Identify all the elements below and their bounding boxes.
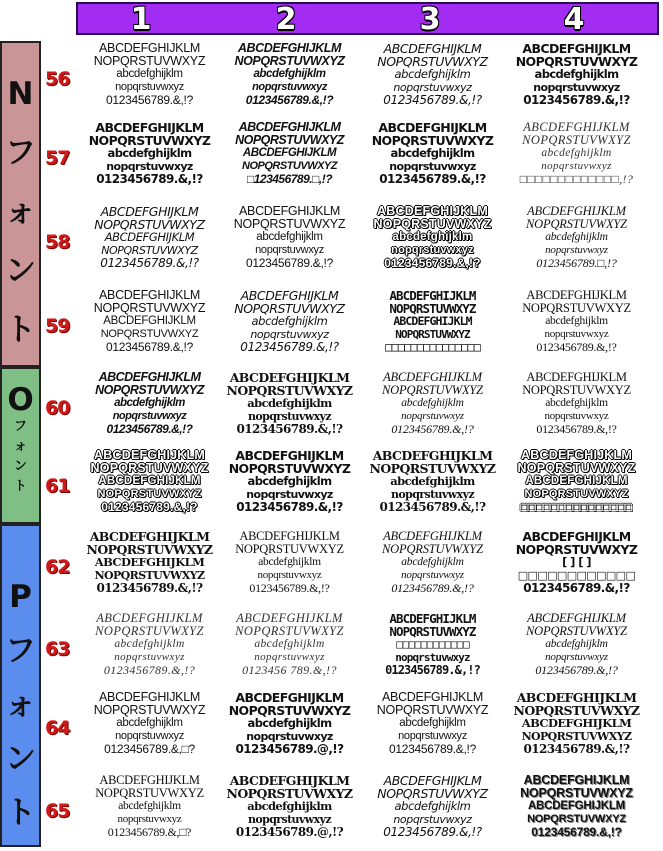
sample-line: nopqrstuvwxyz (390, 488, 475, 501)
sample-line: NOPQRSTUVWXYZ (233, 217, 346, 231)
sample-line: nopqrstuvwxyz (545, 244, 608, 256)
sample-line: 0123456789.&,!? (535, 663, 618, 677)
sample-line: NOPQRSTUVWXYZ (228, 461, 351, 476)
sample-line: NOPQRSTUVWXYZ (94, 217, 205, 232)
sample-line: abcdefghijklm (545, 315, 608, 327)
font-sample-60-2 (219, 371, 360, 436)
sample-line: NOPQRSTUVWXYZ (235, 624, 344, 638)
sample-line: 0123456789.@,!? (235, 742, 344, 756)
sample-line: 0123456789.&,!? (391, 422, 474, 436)
font-sample-56-3 (362, 42, 503, 107)
sample-line: ABCDEFGHIJKLM (526, 289, 627, 302)
sample-line: nopqrstuvwxyz (545, 651, 608, 663)
font-sample-61-4 (506, 449, 647, 514)
sample-line: abcdefghijklm (390, 146, 475, 160)
sample-line: abcdefghijklm (114, 638, 185, 650)
sample-line: NOPQRSTUVWXYZ (517, 461, 636, 475)
sample-line: □□□□□□□□□□□□□□□ (520, 500, 633, 514)
sample-line: abcdefghijklm (116, 717, 183, 729)
sample-line: ABCDEFGHIJKLM (236, 612, 343, 625)
sample-line: ABCDEFGHIJKLM (377, 205, 488, 218)
row-number: 65 (45, 800, 70, 822)
column-number-1: 1 (130, 2, 152, 37)
font-sample-58-1 (79, 205, 220, 270)
group-kana: ォ (5, 194, 36, 230)
group-kana: ォ (5, 687, 36, 723)
sample-line: 0123456789.&,!? (236, 500, 343, 514)
sample-line: ABCDEFGHIJKLM (98, 475, 201, 487)
sample-line: ABCDEFGHIJKLM (527, 612, 626, 625)
sample-line: abcdefghijklm (401, 556, 464, 568)
sample-line: abcdefghijklm (114, 397, 185, 409)
sample-line: 0123456789.&,!? (249, 581, 330, 595)
sample-line: abcdefghijklm (251, 314, 328, 328)
sample-line: nopqrstuvwxyz (401, 569, 464, 581)
sample-line: ABCDEFGHIJKLM (383, 774, 482, 788)
font-sample-61-1 (79, 449, 220, 514)
sample-line: NOPQRSTUVWXYZ (100, 328, 199, 340)
sample-line: NOPQRSTUVWXYZ (234, 301, 345, 316)
font-sample-57-1 (79, 121, 220, 186)
group-kana: ト (5, 312, 36, 348)
font-sample-64-3 (362, 691, 503, 756)
sample-line: NOPQRSTUVWXYZ (93, 54, 206, 68)
sample-line: 0123456789.&,!? (240, 340, 339, 354)
sample-line: NOPQRSTUVWXYZ (93, 703, 206, 717)
font-sample-64-1 (79, 691, 220, 756)
sample-line: NOPQRSTUVWXYZ (93, 301, 206, 315)
sample-line: ABCDEFGHIJKLM (521, 716, 632, 730)
sample-line: abcdefghijklm (256, 231, 323, 243)
font-sample-63-1 (79, 612, 220, 677)
sample-line: ABCDEFGHIJKLM (237, 42, 342, 55)
sample-line: 0123456789.&,!? (101, 500, 198, 514)
column-header-bar (76, 2, 659, 35)
sample-line: nopqrstuvwxyz (117, 813, 182, 825)
sample-line: NOPQRSTUVWXYZ (97, 488, 202, 500)
sample-line: nopqrstuvwxyz (247, 813, 332, 826)
sample-line: NOPQRSTUVWXYZ (382, 383, 483, 397)
sample-line: ABCDEFGHIJKLM (389, 612, 476, 626)
sample-line: 0123456789.&,!? (245, 93, 334, 107)
font-sample-59-2 (219, 289, 360, 354)
sample-line: 0123456789.&,!? (379, 172, 486, 186)
sample-line: abcdefghijklm (247, 799, 332, 813)
sample-line: □□□□□□□□□□□□□,!? (519, 172, 634, 186)
sample-line: NOPQRSTUVWXYZ (382, 542, 483, 556)
sample-line: NOPQRSTUVWXYZ (226, 786, 353, 801)
sample-line: 0123456789.&,!? (384, 256, 481, 270)
group-label-o-font (0, 367, 41, 524)
column-number-3: 3 (419, 2, 441, 37)
sample-line: NOPQRSTUVWXYZ (235, 133, 344, 147)
sample-line: 0123456789.&,!? (96, 172, 203, 186)
sample-line: NOPQRSTUVWXYZ (95, 624, 204, 638)
sample-line: ABCDEFGHIJKLM (383, 42, 482, 56)
sample-line: ABCDEFGHIJKLM (382, 691, 483, 704)
sample-line: ABCDEFGHIJKLM (378, 121, 487, 135)
font-sample-56-4 (506, 42, 647, 107)
group-letter: O (7, 382, 34, 418)
sample-line: NOPQRSTUVWXYZ (86, 542, 213, 557)
sample-line: ABCDEFGHIJKLM (238, 121, 341, 134)
sample-line: ABCDEFGHIJKLM (525, 475, 628, 487)
sample-line: 0123456789.&,!? (106, 422, 193, 436)
row-number: 64 (45, 717, 70, 739)
row-number: 61 (45, 475, 70, 497)
row-number: 59 (45, 315, 70, 337)
sample-line: abcdefghijklm (390, 474, 475, 488)
row-number: 56 (45, 68, 70, 90)
font-sample-65-2 (219, 774, 360, 839)
sample-line: 0123456789.&,!? (246, 256, 333, 270)
sample-line: NOPQRSTUVWXYZ (524, 488, 629, 500)
sample-line: NOPQRSTUVWXYZ (90, 461, 209, 475)
sample-line: nopqrstuvwxyz (398, 730, 467, 742)
sample-line: □□□□□□□□□□□□□□□ (385, 340, 480, 354)
sample-line: NOPQRSTUVWXYZ (520, 786, 633, 800)
font-sample-59-3 (362, 289, 503, 354)
sample-line: ABCDEFGHIJKLM (242, 147, 337, 159)
sample-line: ABCDEFGHIJKLM (522, 530, 631, 544)
sample-line: nopqrstuvwxyz (541, 160, 612, 172)
sample-line: nopqrstuvwxyz (114, 651, 185, 663)
sample-line: nopqrstuvwxyz (255, 244, 324, 256)
sample-line: ABCDEFGHIJKLM (99, 42, 200, 55)
sample-line: 0123456 789.&,!? (242, 663, 337, 677)
sample-line: abcdefghijklm (247, 474, 332, 488)
font-sample-60-1 (79, 371, 220, 436)
font-sample-64-2 (219, 691, 360, 756)
sample-line: 0123456789.&,!? (523, 742, 630, 756)
sample-line: nopqrstuvwxyz (252, 81, 327, 93)
sample-line: abcdefghijklm (394, 799, 471, 813)
sample-line: ABCDEFGHIJKLM (99, 691, 200, 704)
sample-line: NOPQRSTUVWXYZ (95, 786, 204, 800)
sample-line: abcdefghijklm (254, 638, 325, 650)
row-number: 58 (45, 231, 70, 253)
sample-line: NOPQRSTUVWXYZ (527, 813, 626, 825)
sample-line: ABCDEFGHIJKLM (235, 691, 344, 705)
sample-line: ABCDEFGHIJKLM (235, 449, 344, 463)
font-sample-61-2 (219, 449, 360, 514)
sample-line: NOPQRSTUVWXYZ (94, 569, 205, 582)
sample-line: NOPQRSTUVWXYZ (522, 133, 631, 147)
sample-line: NOPQRSTUVWXYZ (373, 217, 492, 231)
sample-line: NOPQRSTUVWXYZ (389, 301, 476, 316)
sample-line: NOPQRSTUVWXYZ (101, 244, 198, 257)
sample-line: ABCDEFGHIJKLM (523, 774, 630, 787)
sample-line: NOPQRSTUVWXYZ (242, 160, 337, 172)
sample-line: 0123456789.&,!? (385, 663, 480, 677)
sample-line: 0123456789.&,!? (536, 422, 617, 436)
sample-line: NOPQRSTUVWXYZ (522, 301, 631, 315)
sample-line: NOPQRSTUVWXYZ (226, 383, 353, 398)
sample-line: NOPQRSTUVWXYZ (377, 54, 488, 69)
sample-line: nopqrstuvwxyz (391, 244, 474, 256)
group-kana: ト (13, 479, 27, 494)
sample-line: NOPQRSTUVWXYZ (235, 542, 344, 556)
sample-line: nopqrstuvwxyz (533, 81, 620, 94)
sample-line: abcdefghijklm (545, 231, 608, 243)
sample-line: abcdefghijklm (107, 146, 192, 160)
sample-line: NOPQRSTUVWXYZ (522, 383, 631, 397)
sample-line: ABCDEFGHIJKLM (104, 230, 195, 244)
sample-line: ABCDEFGHIJKLM (100, 205, 199, 219)
sample-line: abcdefghijklm (541, 147, 612, 159)
sample-line: □123456789.□,!? (246, 172, 333, 186)
sample-line: NOPQRSTUVWXYZ (521, 730, 632, 743)
sample-line: NOPQRSTUVWXYZ (513, 703, 640, 718)
sample-line: nopqrstuvwxyz (257, 569, 322, 581)
group-kana: ン (5, 253, 36, 289)
font-sample-65-3 (362, 774, 503, 839)
font-sample-58-4 (506, 205, 647, 270)
font-sample-58-2 (219, 205, 360, 270)
font-sample-57-4 (506, 121, 647, 186)
sample-line: NOPQRSTUVWXYZ (377, 786, 488, 801)
sample-line: 0123456789.□,!? (536, 256, 617, 270)
sample-line: ABCDEFGHIJKLM (383, 371, 482, 384)
font-sample-58-3 (362, 205, 503, 270)
sample-line: 0123456789.&,!? (523, 581, 630, 595)
font-sample-65-4 (506, 774, 647, 839)
group-letter: P (9, 579, 32, 615)
sample-line: ABCDEFGHIJKLM (516, 691, 637, 705)
group-kana: ン (13, 459, 27, 474)
sample-line: NOPQRSTUVWXYZ (515, 54, 638, 69)
sample-line: nopqrstuvwxyz (246, 730, 333, 743)
sample-line: [ ] [ ] (562, 555, 591, 569)
font-sample-62-4 (506, 530, 647, 595)
sample-line: abcdefghijklm (247, 716, 332, 730)
group-kana: フ (5, 633, 36, 669)
sample-line: NOPQRSTUVWXYZ (395, 328, 470, 341)
sample-line: abcdefghijklm (534, 67, 619, 81)
sample-line: nopqrstuvwxyz (106, 160, 193, 173)
row-number: 62 (45, 556, 70, 578)
sample-line: abcdefghijklm (118, 800, 181, 812)
sample-line: nopqrstuvwxyz (247, 410, 332, 423)
font-sample-56-1 (79, 42, 220, 107)
sample-line: □□□□□□□□□□□□ (396, 637, 469, 651)
sample-line: 0123456789.&,!? (536, 340, 617, 354)
sample-line: NOPQRSTUVWXYZ (95, 383, 204, 397)
sample-line: abcdefghijklm (116, 68, 183, 80)
sample-line: ABCDEFGHIJKLM (383, 530, 482, 543)
sample-line: ABCDEFGHIJKLM (372, 449, 493, 463)
sample-line: 0123456789.&,!? (523, 93, 630, 107)
sample-line: ABCDEFGHIJKLM (89, 530, 210, 544)
font-sample-60-4 (506, 371, 647, 436)
font-sample-63-2 (219, 612, 360, 677)
row-number: 57 (45, 147, 70, 169)
sample-line: nopqrstuvwxyz (254, 651, 325, 663)
sample-line: nopqrstuvwxyz (250, 328, 329, 341)
sample-line: ABCDEFGHIJKLM (99, 774, 200, 787)
row-number: 60 (45, 397, 70, 419)
sample-line: ABCDEFGHIJKLM (527, 800, 626, 812)
sample-line: ABCDEFGHIJKLM (527, 205, 626, 218)
sample-line: 0123456789.&,!? (106, 93, 193, 107)
sample-line: 0123456789.&,!? (236, 422, 343, 436)
sample-line: ABCDEFGHIJKLM (94, 449, 205, 462)
sample-line: NOPQRSTUVWXYZ (369, 461, 496, 476)
sample-line: ABCDEFGHIJKLM (521, 449, 632, 462)
sample-line: abcdefghijklm (401, 397, 464, 409)
sample-line: ABCDEFGHIJKLM (103, 315, 196, 327)
sample-line: nopqrstuvwxyz (544, 410, 609, 422)
sample-line: 0123456789.&,!? (383, 825, 482, 839)
sample-line: ABCDEFGHIJKLM (99, 289, 200, 302)
sample-line: ABCDEFGHIJKLM (240, 289, 339, 303)
sample-line: ABCDEFGHIJKLM (95, 121, 204, 135)
sample-line: ABCDEFGHIJKLM (393, 314, 472, 328)
sample-line: nopqrstuvwxyz (115, 730, 184, 742)
sample-line: □□□□□□□□□□□□ (517, 569, 636, 582)
font-sample-64-4 (506, 691, 647, 756)
group-kana: ン (5, 741, 36, 777)
sample-line: nopqrstuvwxyz (246, 488, 333, 501)
sample-line: NOPQRSTUVWXYZ (88, 133, 211, 148)
group-kana: ォ (13, 439, 27, 454)
row-number: 63 (45, 638, 70, 660)
sample-line: ABCDEFGHIJKLM (523, 121, 630, 134)
sample-line: 0123456789.&,!? (379, 500, 486, 514)
sample-line: nopqrstuvwxyz (389, 160, 476, 173)
sample-line: nopqrstuvwxyz (544, 328, 609, 340)
sample-line: 0123456789.&,□? (107, 825, 192, 839)
sample-line: abcdefghijklm (399, 717, 466, 729)
sample-line: nopqrstuvwxyz (112, 410, 187, 422)
sample-line: ABCDEFGHIJKLM (239, 530, 340, 543)
sample-line: 0123456789.&,!? (106, 340, 193, 354)
sample-line: nopqrstuvwxyz (393, 813, 472, 826)
column-number-2: 2 (275, 2, 297, 37)
font-sample-56-2 (219, 42, 360, 107)
sample-line: NOPQRSTUVWXYZ (234, 54, 345, 68)
font-sample-61-3 (362, 449, 503, 514)
sample-line: nopqrstuvwxyz (395, 651, 470, 664)
sample-line: 0123456789.&,□? (104, 742, 195, 756)
sample-line: 0123456789.@,!? (235, 825, 344, 839)
font-sample-63-4 (506, 612, 647, 677)
column-number-4: 4 (563, 2, 585, 37)
font-sample-57-3 (362, 121, 503, 186)
sample-line: nopqrstuvwxyz (401, 410, 464, 422)
sample-line: ABCDEFGHIJKLM (229, 371, 350, 385)
sample-line: ABCDEFGHIJKLM (522, 42, 631, 56)
sample-line: NOPQRSTUVWXYZ (389, 624, 476, 639)
sample-line: 0123456789.&,!? (531, 825, 622, 839)
sample-line: abcdefghijklm (545, 397, 608, 409)
sample-line: ABCDEFGHIJKLM (526, 371, 627, 384)
font-sample-62-3 (362, 530, 503, 595)
sample-line: 0123456789.&,!? (103, 663, 196, 677)
sample-line: NOPQRSTUVWXYZ (515, 542, 638, 557)
sample-line: 0123456789.&,!? (96, 581, 203, 595)
sample-line: ABCDEFGHIJKLM (94, 555, 205, 569)
sample-line: NOPQRSTUVWXYZ (371, 133, 494, 148)
sample-line: 0123456789.&,!? (383, 93, 482, 107)
font-sample-59-1 (79, 289, 220, 354)
sample-line: abcdefghijklm (545, 638, 608, 650)
group-kana: フ (5, 135, 36, 171)
sample-line: abcdefghijklm (392, 231, 473, 243)
sample-line: abcdefghijklm (258, 556, 321, 568)
sample-line: NOPQRSTUVWXYZ (228, 703, 351, 718)
group-label-p-font (0, 524, 41, 847)
font-sample-63-3 (362, 612, 503, 677)
font-sample-62-2 (219, 530, 360, 595)
sample-line: nopqrstuvwxyz (115, 81, 184, 93)
sample-line: NOPQRSTUVWXYZ (526, 624, 627, 638)
sample-line: 0123456789.&,!? (391, 581, 474, 595)
sample-line: ABCDEFGHIJKLM (98, 371, 201, 384)
sample-line: 0123456789.&,!? (389, 742, 476, 756)
sample-line: 0123456789.&,!? (100, 256, 199, 270)
font-sample-60-3 (362, 371, 503, 436)
sample-line: nopqrstuvwxyz (393, 81, 472, 94)
group-letter: N (7, 76, 34, 112)
sample-line: NOPQRSTUVWXYZ (526, 217, 627, 231)
font-sample-59-4 (506, 289, 647, 354)
sample-line: abcdefghijklm (394, 67, 471, 81)
sample-line: ABCDEFGHIJKLM (96, 612, 203, 625)
sample-line: abcdefghijklm (253, 68, 326, 80)
group-label-n-font (0, 41, 41, 367)
sample-line: ABCDEFGHIJKLM (389, 289, 476, 303)
sample-line: abcdefghijklm (247, 396, 332, 410)
group-kana: ト (5, 795, 36, 831)
sample-line: NOPQRSTUVWXYZ (376, 703, 489, 717)
font-sample-62-1 (79, 530, 220, 595)
font-sample-57-2 (219, 121, 360, 186)
sample-line: ABCDEFGHIJKLM (229, 774, 350, 788)
group-kana: フ (13, 419, 27, 434)
sample-line: ABCDEFGHIJKLM (239, 205, 340, 218)
font-sample-65-1 (79, 774, 220, 839)
